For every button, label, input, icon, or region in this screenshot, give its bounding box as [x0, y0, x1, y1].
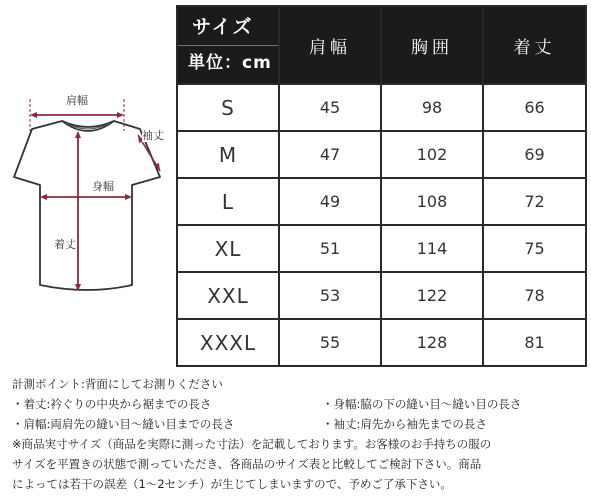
size-cell: XXL: [177, 272, 279, 319]
size-unit-header: [177, 6, 279, 84]
chest-cell: 102: [381, 131, 483, 178]
size-cell: M: [177, 131, 279, 178]
length-cell: 72: [483, 178, 586, 225]
chest-cell: 114: [381, 225, 483, 272]
note-chest: ・身幅:脇の下の縫い目～縫い目の長さ: [322, 397, 522, 411]
chest-cell: 128: [381, 319, 483, 366]
table-row: [177, 131, 586, 178]
tshirt-outline: [0, 85, 180, 310]
size-header: サイズ: [192, 16, 254, 38]
table-row: [177, 225, 586, 272]
chest-cell: 108: [381, 178, 483, 225]
shoulder-cell: 47: [279, 131, 381, 178]
table-row: [177, 319, 586, 366]
length-cell: 66: [483, 84, 586, 131]
notes-row: [12, 414, 587, 434]
column-header-length: 着丈: [483, 6, 586, 84]
notes-heading: 計測ポイント:背面にしてお測りください: [12, 377, 223, 391]
size-cell: L: [177, 178, 279, 225]
note-sleeve: ・袖丈:肩先から袖先までの長さ: [322, 417, 487, 431]
shoulder-cell: 49: [279, 178, 381, 225]
length-label: 着丈: [54, 238, 76, 251]
chest-cell: 98: [381, 84, 483, 131]
size-cell: XXXL: [177, 319, 279, 366]
measurement-notes: [12, 374, 587, 494]
notes-row: [12, 394, 587, 414]
chest-label: 身幅: [92, 180, 114, 193]
shoulder-cell: 51: [279, 225, 381, 272]
table-header-row: [177, 6, 586, 84]
note-length: ・着丈:衿ぐりの中央から裾までの長さ: [12, 397, 212, 411]
tshirt-diagram: [0, 85, 180, 310]
length-cell: 81: [483, 319, 586, 366]
disclaimer-line: サイズを平置きの状態で測っていただき、各商品のサイズ表と比較してご検討下さい。商品: [12, 457, 482, 471]
table-row: [177, 84, 586, 131]
length-cell: 75: [483, 225, 586, 272]
size-cell: XL: [177, 225, 279, 272]
disclaimer-line: ※商品実寸サイズ（商品を実際に測った寸法）を記載しております。お客様のお手持ちの服の: [12, 437, 492, 451]
size-table: [176, 5, 587, 367]
column-header-shoulder: 肩幅: [279, 6, 381, 84]
unit-header: 単位：cm: [178, 45, 278, 82]
sleeve-label: 袖丈: [142, 129, 164, 142]
table-row: [177, 272, 586, 319]
chest-cell: 122: [381, 272, 483, 319]
size-cell: S: [177, 84, 279, 131]
length-cell: 78: [483, 272, 586, 319]
disclaimer-line: によっては若干の誤差（1～2センチ）が生じてしまいますので、予めご了承下さい。: [12, 477, 452, 491]
shoulder-cell: 55: [279, 319, 381, 366]
shoulder-cell: 53: [279, 272, 381, 319]
length-cell: 69: [483, 131, 586, 178]
shoulder-cell: 45: [279, 84, 381, 131]
note-shoulder: ・肩幅:両肩先の縫い目～縫い目までの長さ: [12, 417, 235, 431]
column-header-chest: 胸囲: [381, 6, 483, 84]
table-row: [177, 178, 586, 225]
shoulder-label: 肩幅: [66, 94, 88, 107]
